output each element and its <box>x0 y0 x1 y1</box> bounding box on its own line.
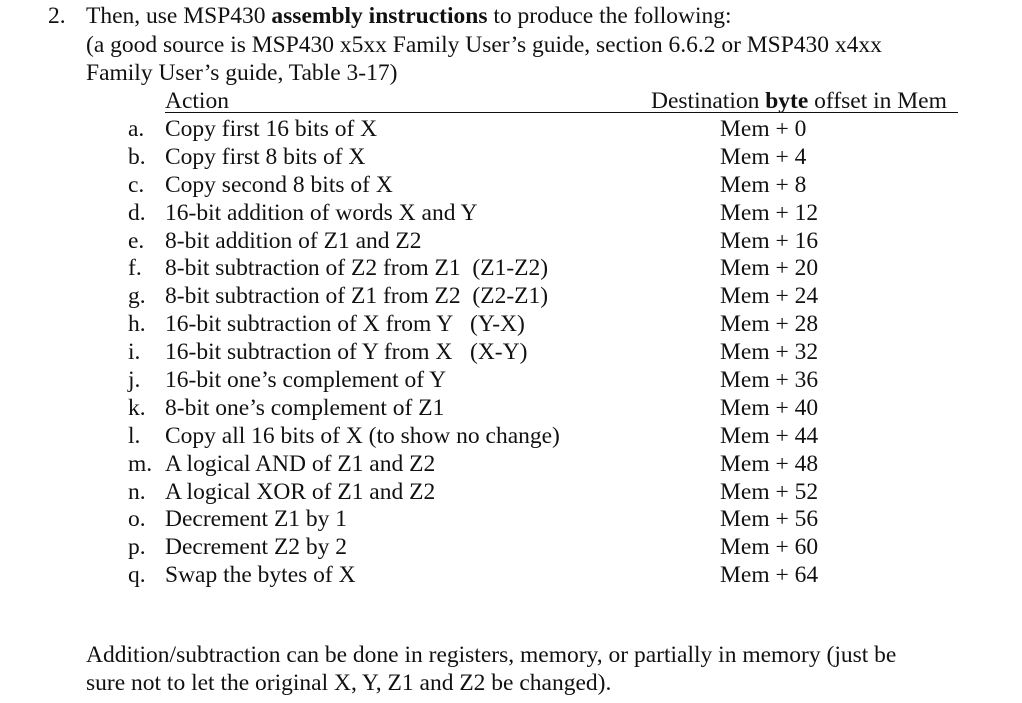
table-row <box>0 282 1022 310</box>
question-source-line-1: (a good source is MSP430 x5xx Family User’s guide, section 6.6.2 or MSP430 x4xx <box>86 32 882 58</box>
task-action: Copy all 16 bits of X (to show no change) <box>165 422 560 449</box>
table-row <box>0 422 1022 450</box>
task-letter: o. <box>128 506 146 533</box>
task-destination: Mem + 28 <box>720 311 819 338</box>
task-destination: Mem + 24 <box>720 283 819 310</box>
table-row <box>0 171 1022 199</box>
task-letter: k. <box>128 394 146 421</box>
task-action: Copy second 8 bits of X <box>165 171 393 198</box>
table-row <box>0 533 1022 561</box>
task-action: Copy first 8 bits of X <box>165 143 366 170</box>
task-destination: Mem + 48 <box>720 450 819 477</box>
table-row <box>0 199 1022 227</box>
question-intro <box>86 2 732 30</box>
task-list <box>0 115 1022 589</box>
task-action: Decrement Z1 by 1 <box>165 506 348 533</box>
table-row <box>0 310 1022 338</box>
task-letter: m. <box>128 450 153 477</box>
task-destination: Mem + 20 <box>720 255 819 282</box>
task-action: 8-bit one’s complement of Z1 <box>165 394 445 421</box>
question-intro-emphasis: assembly instructions <box>271 3 488 29</box>
table-header-destination <box>651 87 947 115</box>
task-destination: Mem + 8 <box>720 171 807 198</box>
task-letter: d. <box>128 199 146 226</box>
task-action: A logical AND of Z1 and Z2 <box>165 450 436 477</box>
table-row <box>0 561 1022 589</box>
table-row <box>0 394 1022 422</box>
task-letter: g. <box>128 283 146 310</box>
task-letter: p. <box>128 534 146 561</box>
task-destination: Mem + 60 <box>720 534 819 561</box>
task-action: Copy first 16 bits of X <box>165 116 378 142</box>
task-action: 8-bit subtraction of Z2 from Z1 (Z1-Z2) <box>165 255 549 282</box>
table-row <box>0 366 1022 394</box>
task-action: 16-bit addition of words X and Y <box>165 199 478 226</box>
task-action: Decrement Z2 by 2 <box>165 534 348 561</box>
task-action: Swap the bytes of X <box>165 562 356 589</box>
task-destination: Mem + 64 <box>720 562 819 589</box>
table-row <box>0 115 1022 143</box>
task-letter: c. <box>128 171 145 198</box>
table-row <box>0 143 1022 171</box>
table-header-destination-end: offset in Mem <box>808 88 947 114</box>
task-action: 16-bit subtraction of X from Y (Y-X) <box>165 311 525 338</box>
table-header-rule <box>165 112 958 113</box>
question-number: 2. <box>48 3 66 29</box>
task-destination: Mem + 12 <box>720 199 819 226</box>
table-row <box>0 505 1022 533</box>
task-letter: h. <box>128 311 146 338</box>
task-destination: Mem + 36 <box>720 367 819 394</box>
task-destination: Mem + 44 <box>720 422 819 449</box>
task-destination: Mem + 16 <box>720 227 819 254</box>
table-row <box>0 338 1022 366</box>
task-destination: Mem + 40 <box>720 394 819 421</box>
task-letter: i. <box>128 339 141 366</box>
task-letter: j. <box>128 367 141 394</box>
task-letter: n. <box>128 478 146 505</box>
note-line-1: Addition/subtraction can be done in registers, memory, or partially in memory (just be <box>86 642 897 668</box>
task-action: A logical XOR of Z1 and Z2 <box>165 478 436 505</box>
task-letter: l. <box>128 422 141 449</box>
task-destination: Mem + 52 <box>720 478 819 505</box>
task-destination: Mem + 0 <box>720 116 807 142</box>
table-row <box>0 478 1022 506</box>
table-header-destination-emphasis: byte <box>765 88 809 114</box>
table-row <box>0 254 1022 282</box>
task-action: 8-bit subtraction of Z1 from Z2 (Z2-Z1) <box>165 283 549 310</box>
question-intro-end: to produce the following: <box>487 3 732 29</box>
task-action: 16-bit subtraction of Y from X (X-Y) <box>165 339 528 366</box>
note-line-2: sure not to let the original X, Y, Z1 and Z2 be changed). <box>86 670 612 696</box>
task-action: 8-bit addition of Z1 and Z2 <box>165 227 422 254</box>
task-destination: Mem + 32 <box>720 339 819 366</box>
task-letter: q. <box>128 562 146 589</box>
task-destination: Mem + 56 <box>720 506 819 533</box>
table-header-destination-start: Destination <box>651 88 766 114</box>
question-source-line-2: Family User’s guide, Table 3-17) <box>86 60 398 86</box>
table-row <box>0 450 1022 478</box>
question-intro-start: Then, use MSP430 <box>86 3 272 29</box>
task-destination: Mem + 4 <box>720 143 807 170</box>
task-action: 16-bit one’s complement of Y <box>165 367 447 394</box>
task-letter: a. <box>128 116 145 142</box>
task-letter: b. <box>128 143 146 170</box>
task-letter: f. <box>128 255 142 282</box>
table-row <box>0 227 1022 255</box>
table-header-action: Action <box>165 88 229 114</box>
task-letter: e. <box>128 227 145 254</box>
